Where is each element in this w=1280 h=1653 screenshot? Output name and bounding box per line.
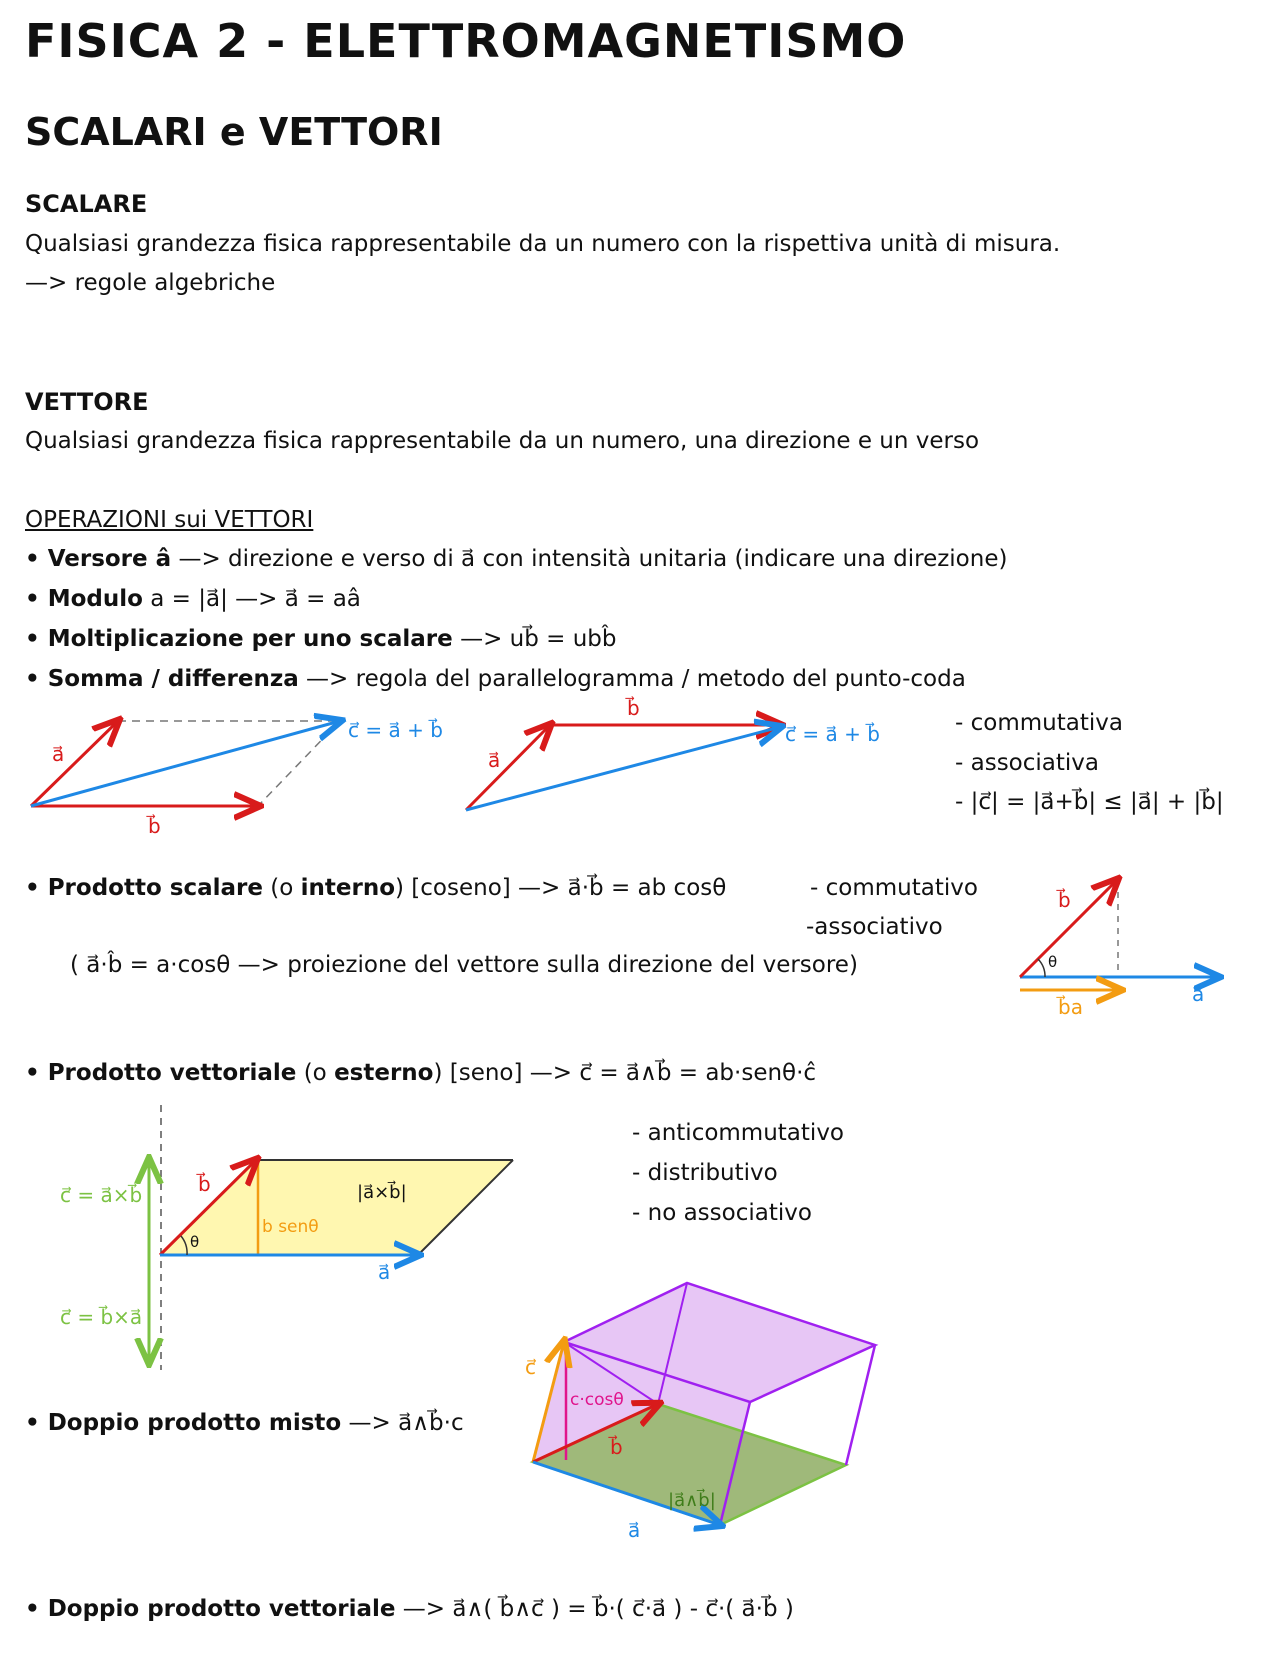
scalare-heading: SCALARE <box>25 190 148 218</box>
b-sin-label: b senθ <box>262 1217 319 1237</box>
list-item: • Prodotto vettoriale (o esterno) [seno] —> c⃗ = a⃗∧b⃗ = ab·senθ·ĉ <box>25 1060 817 1086</box>
sum-property: - associativa <box>955 750 1099 776</box>
vector-a-label: a⃗ <box>628 1518 641 1542</box>
scalar-prop: -associativo <box>806 914 943 940</box>
page-title: FISICA 2 - ELETTROMAGNETISMO <box>25 14 907 68</box>
vector-b-label: b⃗ <box>610 1435 623 1459</box>
area-label: |a⃗×b⃗| <box>357 1182 407 1203</box>
vettore-heading: VETTORE <box>25 388 149 416</box>
list-item: • Somma / differenza —> regola del parallelogramma / metodo del punto-coda <box>25 666 966 692</box>
vettore-definition: Qualsiasi grandezza fisica rappresentabile da un numero, una direzione e un verso <box>25 428 980 454</box>
scalare-definition: Qualsiasi grandezza fisica rappresentabile da un numero con la rispettiva unità di misura. <box>25 231 1061 257</box>
scalar-prop: - commutativo <box>810 875 978 901</box>
list-item: • Moltiplicazione per uno scalare —> ub⃗ = ubb̂ <box>25 626 617 652</box>
scalare-note: —> regole algebriche <box>25 270 276 296</box>
vector-a-label: a⃗ <box>378 1260 391 1284</box>
vector-a-label: a⃗ <box>52 742 65 766</box>
vector-b-label: b⃗ <box>627 696 640 720</box>
scalar-note: ( a⃗·b̂ = a·cosθ —> proiezione del vettore sulla direzione del versore) <box>70 952 858 978</box>
list-item: • Doppio prodotto misto —> a⃗∧b⃗·c <box>25 1410 464 1436</box>
list-item: • Versore â —> direzione e verso di a⃗ con intensità unitaria (indicare una direzione) <box>25 546 1008 572</box>
vector-prop: - no associativo <box>632 1200 812 1226</box>
cross-c-label: c⃗ = a⃗×b⃗ <box>60 1183 143 1207</box>
vector-a-label: a⃗ <box>1192 982 1205 1006</box>
vector-b-label: b⃗ <box>198 1172 211 1196</box>
theta-label: θ <box>1048 953 1058 971</box>
vector-c-label: c⃗ = a⃗ + b⃗ <box>348 718 443 742</box>
vector-a-label: a⃗ <box>488 748 501 772</box>
vector-product-diagram <box>149 1105 513 1370</box>
sum-property: - |c⃗| = |a⃗+b⃗| ≤ |a⃗| + |b⃗| <box>955 789 1224 815</box>
theta-label: θ <box>190 1233 200 1251</box>
area-label: |a⃗∧b⃗| <box>668 1490 716 1511</box>
operazioni-heading: OPERAZIONI sui VETTORI <box>25 507 314 533</box>
vector-b-label: b⃗ <box>1058 888 1071 912</box>
vector-ba-label: b⃗a <box>1058 995 1083 1019</box>
sum-property: - commutativa <box>955 710 1123 736</box>
sum-tip-to-tail-diagram <box>466 725 780 810</box>
section-title: SCALARI e VETTORI <box>25 110 443 154</box>
vector-c-label: c⃗ <box>525 1355 536 1379</box>
vector-prop: - anticommutativo <box>632 1120 844 1146</box>
sum-parallelogram-diagram <box>31 721 340 806</box>
vector-b-label: b⃗ <box>148 814 161 838</box>
list-item: • Modulo a = |a⃗| —> a⃗ = aâ <box>25 586 361 612</box>
cross-c-reverse-label: c⃗ = b⃗×a⃗ <box>60 1305 143 1329</box>
list-item: • Doppio prodotto vettoriale —> a⃗∧( b⃗∧c⃗ ) = b⃗·( c⃗·a⃗ ) - c⃗·( a⃗·b⃗ ) <box>25 1596 794 1622</box>
c-cos-label: c·cosθ <box>570 1390 624 1410</box>
vector-prop: - distributivo <box>632 1160 778 1186</box>
vector-c-label: c⃗ = a⃗ + b⃗ <box>785 722 880 746</box>
scalar-product-diagram <box>1020 880 1218 990</box>
list-item: • Prodotto scalare (o interno) [coseno] —> a⃗·b⃗ = ab cosθ <box>25 875 727 901</box>
